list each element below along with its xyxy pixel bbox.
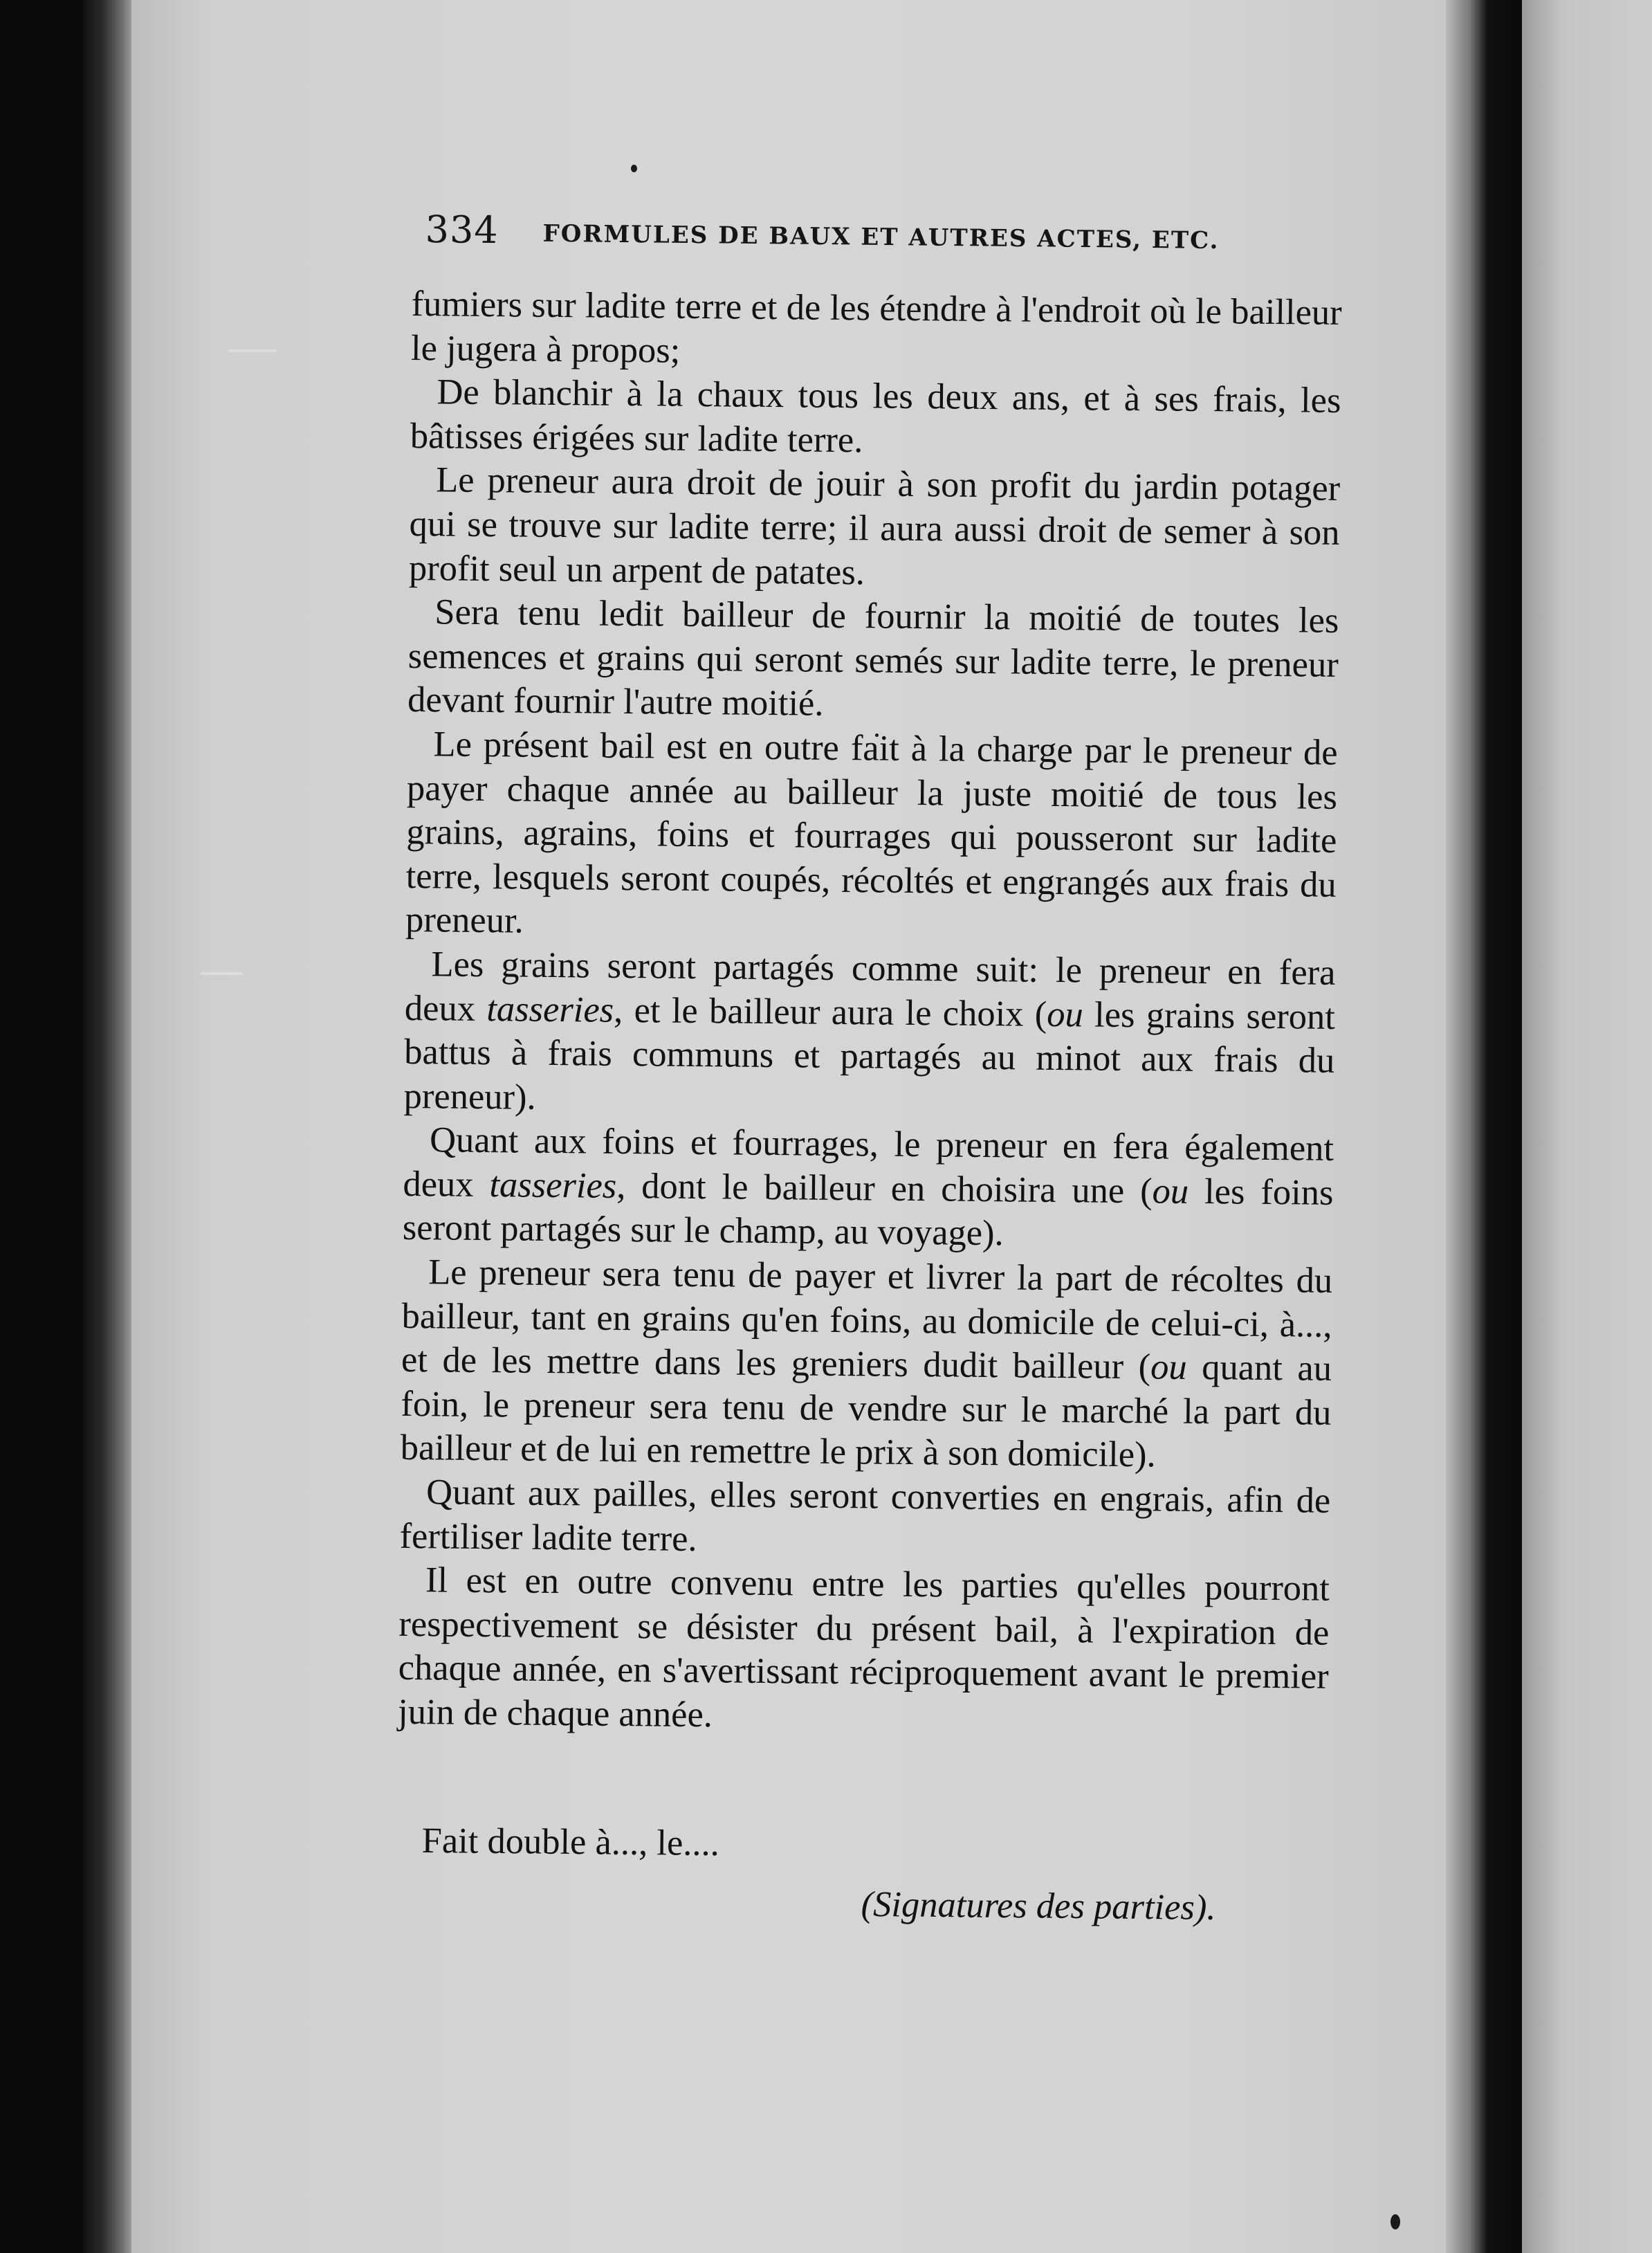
page-number: 334 xyxy=(425,208,499,253)
italic-term: ou xyxy=(1150,1347,1187,1388)
paren-open: ( xyxy=(861,1884,874,1925)
paragraph xyxy=(403,942,1335,1127)
paragraph: Le présent bail est en outre fait à la charge par le preneur de payer chaque année au bailleur la juste moitié de tous les grains, agrains, foins et fourrages qui pousseront sur ladite terre, lesquels seront coupés, récoltés et engrangés aux frais du preneur. xyxy=(405,724,1338,941)
closing-line: Fait double à..., le.... xyxy=(421,1821,720,1864)
scan-scratch xyxy=(201,972,242,975)
running-head xyxy=(425,208,1235,271)
signature-line xyxy=(861,1883,1215,1928)
paragraph: Le preneur aura droit de jouir à son profit du jardin potager qui se trouve sur ladite terre; il aura aussi droit de semer à son profit seul un arpent de patates. xyxy=(408,459,1341,592)
left-binding-shadow xyxy=(83,0,131,2253)
italic-term: tasseries xyxy=(486,988,614,1030)
italic-term: ou xyxy=(1047,994,1084,1034)
text-run: Les grains seront partagés comme suit: le preneur en fera deux xyxy=(404,944,1336,1029)
signature-text: Signatures des parties xyxy=(872,1884,1195,1928)
paragraph: fumiers sur ladite terre et de les étendre à l'endroit où le bailleur le jugera à propos; xyxy=(410,283,1342,371)
text-run: , et le bailleur aura le choix ( xyxy=(613,989,1047,1034)
text-run: les foins seront partagés sur le champ, au voyage). xyxy=(402,1171,1334,1254)
paragraph xyxy=(403,1118,1334,1259)
paragraph xyxy=(401,1250,1333,1479)
body-text xyxy=(398,282,1342,1743)
paragraph: Il est en outre convenu entre les parties qu'elles pourront respectivement se désister du présent bail, à l'expiration de chaque année, en s'avertissant réciproquement avant le premier juin de chaque année. xyxy=(397,1560,1330,1735)
paragraph: De blanchir à la chaux tous les deux ans, et à ses frais, les bâtisses érigées sur ladite terre. xyxy=(410,372,1341,461)
paragraph: Quant aux pailles, elles seront converties en engrais, afin de fertiliser ladite terre. xyxy=(399,1472,1331,1559)
scan-speck xyxy=(631,165,637,172)
scan-speck xyxy=(1391,2214,1400,2229)
italic-term: ou xyxy=(1152,1171,1189,1212)
text-run: Quant aux foins et fourrages, le preneur en fera également deux xyxy=(403,1120,1334,1205)
italic-term: tasseries xyxy=(489,1165,617,1206)
running-title: FORMULES DE BAUX ET AUTRES ACTES, ETC. xyxy=(542,219,1220,255)
text-run: , dont le bailleur en choisira une ( xyxy=(616,1165,1153,1212)
paragraph: Sera tenu ledit bailleur de fournir la moitié de toutes les semences et grains qui seront semés sur ladite terre, le preneur devant fournir l'autre moitié. xyxy=(407,592,1339,724)
page-gutter-shadow xyxy=(1446,0,1515,2253)
text-run: quant au foin, le preneur sera tenu de vendre sur le marché la part du bailleur et de lui en remettre le prix à son domicile). xyxy=(400,1347,1332,1475)
text-run: Le preneur sera tenu de payer et livrer la part de récoltes du bailleur, tant en grains qu'en foins, au domicile de celui-ci, à..., et de les mettre dans les greniers dudit bailleur ( xyxy=(401,1252,1333,1387)
scan-scratch xyxy=(228,349,277,352)
paren-close: ). xyxy=(1194,1887,1216,1928)
text-run: les grains seront battus à frais communs et partagés au minot aux frais du preneur). xyxy=(403,994,1336,1118)
adjacent-page-edge xyxy=(1522,0,1652,2253)
